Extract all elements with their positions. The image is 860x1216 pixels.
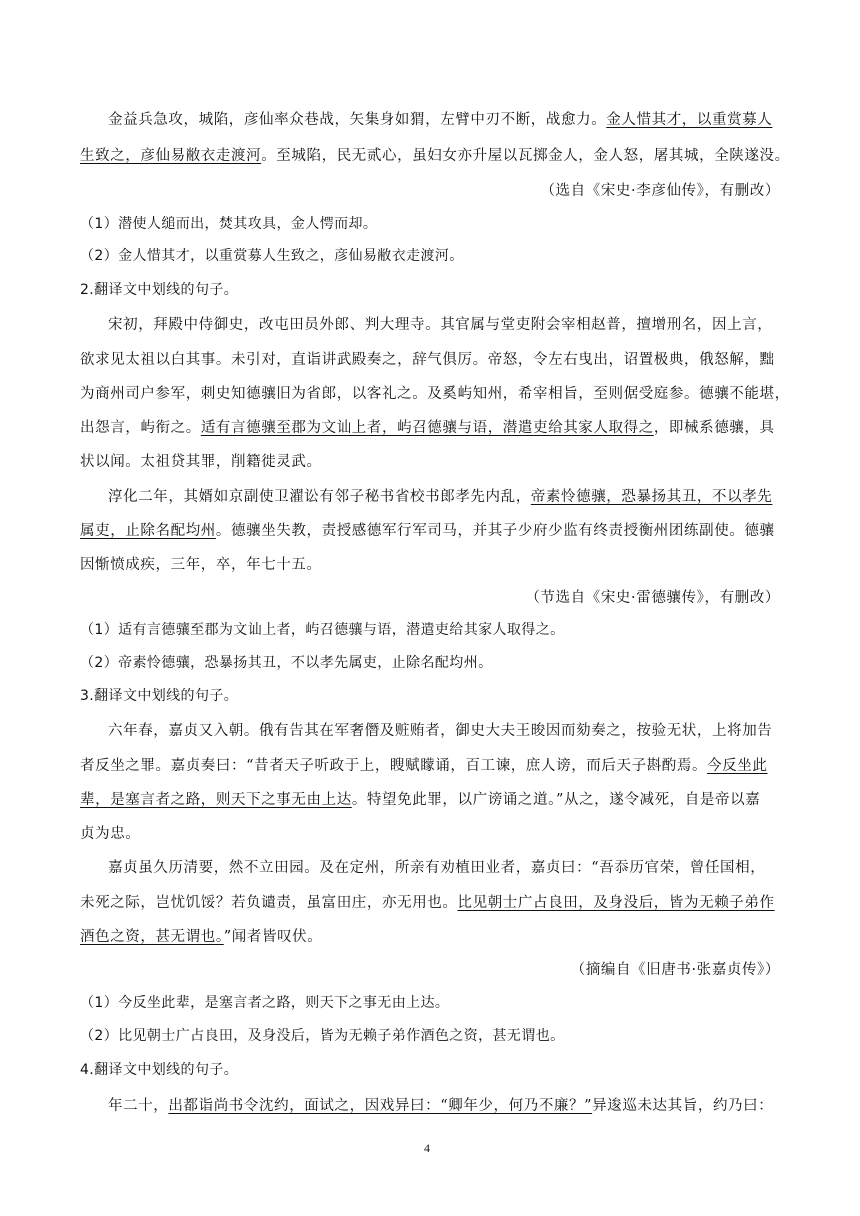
- q3-title: 3.翻译文中划线的句子。: [80, 688, 239, 704]
- page-number: 4: [424, 1141, 430, 1155]
- underlined-sentence: 辈，是塞言者之路，则天下之事无由上达: [80, 792, 352, 808]
- passage3-line-4: 贞为忠。: [80, 826, 141, 842]
- passage3-line-3: [80, 788, 760, 809]
- passage2-line-1: 宋初，拜殿中侍御史，改屯田员外郎、判大理寺。其官属与堂吏附会宰相赵普，擅增刑名，因上言，: [108, 317, 773, 333]
- passage-text: 者反坐之罪。嘉贞奏曰：“昔者天子听政于上，瞍赋矇诵，百工谏，庶人谤，而后天子斟酌焉。: [80, 758, 708, 774]
- passage3-line-6: [80, 891, 775, 912]
- passage1-line-2: [80, 144, 790, 165]
- underlined-sentence: 属吏，止除名配均州: [80, 523, 216, 539]
- passage-text: 。特望免此罪，以广谤诵之道。”从之，遂令减死，自是帝以嘉: [351, 792, 761, 808]
- underlined-sentence: 生致之，彦仙易敝衣走渡河: [80, 148, 262, 164]
- passage-text: 异逡巡未达其旨，约乃曰：: [592, 1098, 774, 1114]
- q1-sentence-2: （2）金人惜其才，以重赏募人生致之，彦仙易敝衣走渡河。: [80, 248, 464, 264]
- underlined-sentence: 适有言德骧至郡为文讪上者，屿召德骧与语，潜遣吏给其家人取得之: [200, 420, 654, 436]
- passage1-line-1: [108, 108, 772, 129]
- underlined-sentence: 今反坐此: [707, 758, 768, 774]
- q2-title: 2.翻译文中划线的句子。: [80, 282, 239, 298]
- passage-text: ，即械系德骧，具: [653, 420, 775, 436]
- q3-sentence-2: （2）比见朝士广占良田，及身没后，皆为无赖子弟作酒色之资，甚无谓也。: [80, 1028, 565, 1044]
- passage3-line-5: 嘉贞虽久历清要，然不立田园。及在定州，所亲有劝植田业者，嘉贞曰：“吾忝历官荣，曾任国相，: [108, 860, 766, 876]
- q2-sentence-1: （1）适有言德骧至郡为文讪上者，屿召德骧与语，潜遣吏给其家人取得之。: [80, 622, 565, 638]
- passage-text: 淳化二年，其婿如京副使卫濯讼有邻子秘书省校书郎孝先内乱，: [108, 489, 531, 505]
- passage2-line-2: 欲求见太祖以白其事。未引对，直诣讲武殿奏之，辞气俱厉。帝怒，令左右曳出，诏置极典，俄怒解，黜: [80, 352, 775, 368]
- underlined-sentence: 金人惜其才，以重赏募人: [606, 112, 773, 128]
- q2-sentence-2: （2）帝素怜德骧，恐暴扬其丑，不以孝先属吏，止除名配均州。: [80, 655, 493, 671]
- passage3-source: （摘编自《旧唐书·张嘉贞传》）: [570, 962, 780, 978]
- passage-text: 未死之际，岂忧饥馁？若负谴责，虽富田庄，亦无用也。: [80, 895, 458, 911]
- passage2-line-5: 状以闻。太祖贷其罪，削籍徙灵武。: [80, 454, 322, 470]
- passage-text: 。德骧坐失教，责授感德军行军司马，并其子少府少监有终责授衡州团练副使。德骧: [215, 523, 775, 539]
- passage2-line-4: [80, 416, 775, 437]
- passage2-source: （节选自《宋史·雷德骧传》，有删改）: [525, 590, 780, 606]
- passage2-line-8: 因惭愤成疾，三年，卒，年七十五。: [80, 557, 322, 573]
- underlined-sentence: 比见朝士广占良田，及身没后，皆为无赖子弟作: [457, 895, 775, 911]
- underlined-sentence: 帝素怜德骧，恐暴扬其丑，不以孝先: [530, 489, 773, 505]
- passage3-line-1: 六年春，嘉贞又入朝。俄有告其在军奢僭及赃贿者，御史大夫王晙因而劾奏之，按验无状，上将加告: [108, 723, 773, 739]
- passage-text: 年二十，: [108, 1098, 169, 1114]
- passage-text: 。至城陷，民无贰心，虽妇女亦升屋以瓦掷金人，金人怒，屠其城，全陕遂没。: [261, 148, 790, 164]
- passage-text: 金益兵急攻，城陷，彦仙率众巷战，矢集身如猬，左臂中刃不断，战愈力。: [108, 112, 607, 128]
- passage2-line-7: [80, 519, 775, 540]
- passage4-line-1: [108, 1094, 773, 1115]
- underlined-sentence: 酒色之资，甚无谓也。: [80, 929, 224, 945]
- passage3-line-2: [80, 754, 768, 775]
- passage2-line-3: 为商州司户参军，刺史知德骧旧为省郎，以客礼之。及奚屿知州，希宰相旨，至则倨受庭参。德骧不能堪，: [80, 386, 790, 402]
- passage-text: 出怨言，屿衔之。: [80, 420, 201, 436]
- underlined-sentence: 出都诣尚书令沈约，面试之，因戏异曰：“卿年少，何乃不廉？”: [168, 1098, 593, 1114]
- passage-text: ”闻者皆叹伏。: [223, 929, 323, 945]
- passage1-source: （选自《宋史·李彦仙传》，有删改）: [540, 183, 780, 199]
- passage2-line-6: [108, 485, 772, 506]
- passage3-line-7: [80, 925, 322, 946]
- q3-sentence-1: （1）今反坐此辈，是塞言者之路，则天下之事无由上达。: [80, 995, 450, 1011]
- q1-sentence-1: （1）潜使人缒而出，焚其攻具，金人愕而却。: [80, 216, 378, 232]
- q4-title: 4.翻译文中划线的句子。: [80, 1062, 239, 1078]
